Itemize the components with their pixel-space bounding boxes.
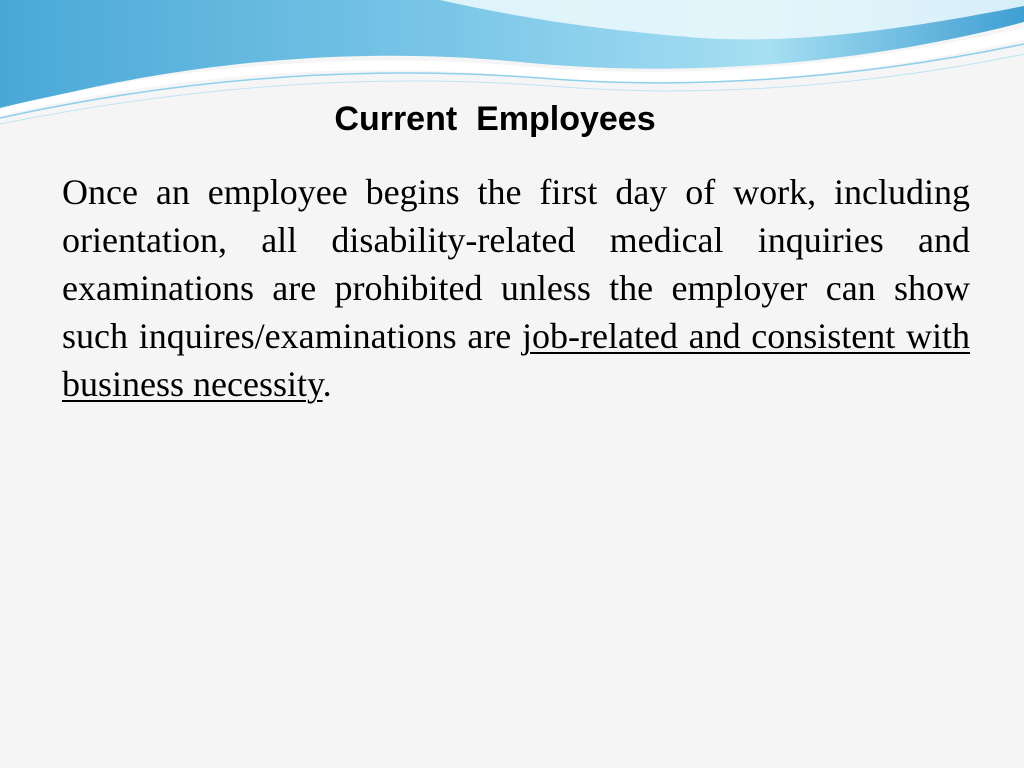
- slide-body-text: [62, 168, 970, 408]
- body-end-punctuation: .: [322, 364, 332, 404]
- slide-title: Current Employees: [334, 100, 656, 138]
- body-paragraph: Once an employee begins the first day of work, including orientation, all disability-related medical inquiries and examinations are prohibited unless the employer can show such inquires/examinations are: [62, 172, 970, 356]
- body-underlined-phrase: job-related and consistent with business necessity: [62, 316, 970, 404]
